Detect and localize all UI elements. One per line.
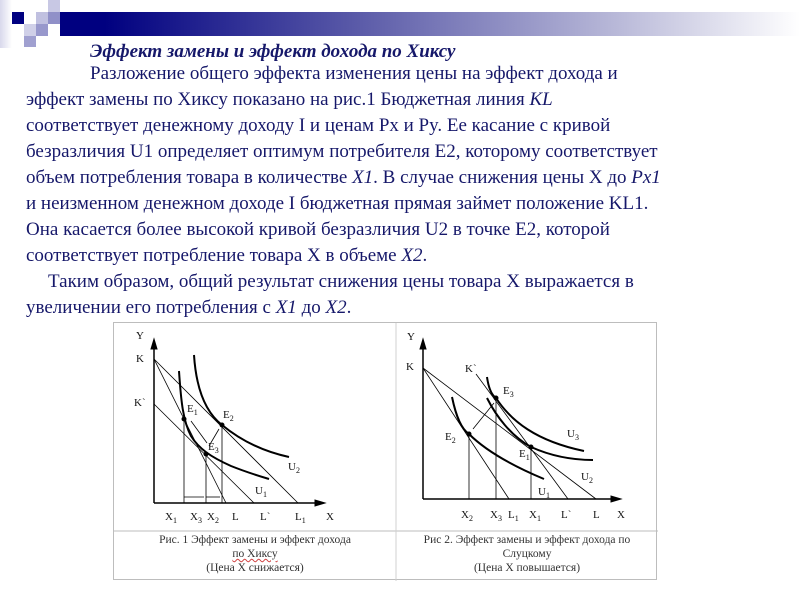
figure2-label-x xyxy=(617,509,625,521)
label-text: L xyxy=(232,511,239,523)
text-segment: безразличия U1 определяет оптимум потребителя E2, которому соответствует xyxy=(26,141,658,162)
budget-line-K2L2 xyxy=(476,374,568,499)
label-text: E xyxy=(223,409,230,421)
figure2-label-l1 xyxy=(508,509,519,525)
figure2-label-l2 xyxy=(561,509,571,521)
income-arrow xyxy=(473,403,494,429)
figure1-label-l1 xyxy=(295,511,306,527)
figure2-label-u3 xyxy=(567,428,579,444)
text-segment: до xyxy=(296,297,326,318)
label-subscript: 1 xyxy=(301,516,306,526)
label-text: L xyxy=(295,511,302,523)
label-text: E xyxy=(503,385,510,397)
label-text: L` xyxy=(260,511,271,523)
text-segment: X2 xyxy=(325,297,347,318)
label-text: X xyxy=(207,511,215,523)
figure2-label-k2 xyxy=(465,363,477,375)
label-text: U xyxy=(288,461,296,473)
figure1-label-x2 xyxy=(207,511,219,527)
figure2-label-x3 xyxy=(490,509,502,525)
figure1-label-e1 xyxy=(187,403,198,419)
label-text: U xyxy=(567,428,575,440)
text-segment: X1 xyxy=(352,167,374,188)
label-subscript: 2 xyxy=(468,514,473,524)
label-text: U xyxy=(581,471,589,483)
header-bar xyxy=(60,12,800,36)
text-segment: X1 xyxy=(275,297,297,318)
body-line xyxy=(26,192,648,216)
label-text: X xyxy=(490,509,498,521)
text-segment: и неизменном денежном доходе I бюджетная прямая займет положение KL1. xyxy=(26,193,649,214)
text-segment: соответствует потребление товара X в объеме xyxy=(26,245,402,266)
deco-square xyxy=(24,24,36,36)
label-subscript: 2 xyxy=(229,414,234,424)
deco-square xyxy=(24,36,36,47)
figure2-label-x1 xyxy=(529,509,541,525)
label-subscript: 2 xyxy=(588,476,593,486)
figure2-label-e3 xyxy=(503,385,514,401)
body-line xyxy=(48,270,634,294)
body-line xyxy=(26,88,553,112)
label-text: Y xyxy=(136,330,144,342)
x-arrow-icon xyxy=(315,500,325,506)
x-arrow-icon xyxy=(611,496,621,502)
label-text: K` xyxy=(134,397,146,409)
figure2-label-k xyxy=(406,361,414,373)
figure2-label-e1 xyxy=(519,448,530,464)
point-e1 xyxy=(182,417,186,421)
figure1-label-u2 xyxy=(288,461,300,477)
label-text: L xyxy=(508,509,515,521)
point-e2 xyxy=(467,432,471,436)
figure1-diagram xyxy=(151,339,325,506)
label-subscript: 2 xyxy=(295,466,300,476)
label-text: E xyxy=(208,441,215,453)
label-subscript: 1 xyxy=(525,453,530,463)
deco-square xyxy=(36,12,48,24)
text-segment: X2 xyxy=(401,245,423,266)
figure1-label-e2 xyxy=(223,409,234,425)
deco-square xyxy=(12,12,24,24)
text-segment: Разложение общего эффекта изменения цены на эффект дохода и xyxy=(90,63,618,84)
body-line xyxy=(90,62,618,86)
label-text: U xyxy=(538,486,546,498)
figure1-label-u1 xyxy=(255,485,267,501)
deco-square xyxy=(48,12,60,24)
label-text: L` xyxy=(561,509,572,521)
figure1-label-k xyxy=(136,353,144,365)
figure1-label-x3 xyxy=(190,511,202,527)
caption-line: Слуцкому xyxy=(502,548,552,560)
figure1-label-x1 xyxy=(165,511,177,527)
figures-panel xyxy=(113,322,657,580)
figure1-label-x xyxy=(326,511,334,523)
y-arrow-icon xyxy=(420,339,426,349)
label-text: U xyxy=(255,485,263,497)
text-segment: . xyxy=(422,245,428,266)
label-text: X xyxy=(190,511,198,523)
text-segment: увеличении его потребления с xyxy=(26,297,276,318)
text-segment: Px1 xyxy=(631,167,661,188)
figure1-label-l2 xyxy=(260,511,270,523)
label-subscript: 2 xyxy=(214,516,219,526)
body-line xyxy=(26,218,610,242)
label-text: K` xyxy=(465,363,477,375)
label-subscript: 1 xyxy=(262,490,267,500)
label-text: X xyxy=(617,509,625,521)
budget-line-KL1 xyxy=(154,359,298,503)
label-subscript: 1 xyxy=(172,516,177,526)
body-line xyxy=(26,114,610,138)
body-line xyxy=(26,296,351,320)
label-text: E xyxy=(519,448,526,460)
label-text: X xyxy=(529,509,537,521)
label-subscript: 3 xyxy=(509,390,514,400)
body-line xyxy=(26,140,658,164)
text-segment: соответствует денежному доходу I и ценам Px и Py. Ее касание с кривой xyxy=(26,115,611,136)
label-text: X xyxy=(165,511,173,523)
label-text: E xyxy=(445,431,452,443)
label-subscript: 3 xyxy=(214,446,219,456)
figure2-label-u2 xyxy=(581,471,593,487)
point-e3 xyxy=(494,396,498,400)
caption-line: Рис 2. Эффект замены и эффект дохода по xyxy=(423,534,631,546)
label-subscript: 1 xyxy=(514,514,519,524)
label-subscript: 3 xyxy=(497,514,502,524)
text-segment: KL xyxy=(529,89,553,110)
figure2-label-l xyxy=(593,509,600,521)
caption-line: (Цена X снижается) xyxy=(206,562,304,574)
figure2-label-u1 xyxy=(538,486,550,502)
text-segment: . xyxy=(346,297,352,318)
figure2-label-x2 xyxy=(461,509,473,525)
figure2-caption xyxy=(396,533,658,575)
figure2-label-e2 xyxy=(445,431,456,447)
body-line xyxy=(26,166,661,190)
label-text: K xyxy=(136,353,144,365)
label-text: K xyxy=(406,361,414,373)
figure1-label-l xyxy=(232,511,239,523)
figure2-label-y xyxy=(407,331,415,343)
budget-line-KL xyxy=(154,359,226,503)
deco-square xyxy=(36,24,48,36)
figure1-label-e3 xyxy=(208,441,219,457)
caption-line: (Цена X повышается) xyxy=(473,562,581,574)
label-subscript: 1 xyxy=(545,491,550,501)
label-text: Y xyxy=(407,331,415,343)
figure1-label-y xyxy=(136,330,144,342)
text-segment: Она касается более высокой кривой безразличия U2 в точке E2, которой xyxy=(26,219,610,240)
caption-line: по Хиксу xyxy=(232,548,278,560)
text-segment: . В случае снижения цены X до xyxy=(373,167,632,188)
text-segment: объем потребления товара в количестве xyxy=(26,167,353,188)
y-arrow-icon xyxy=(151,339,157,349)
text-segment: Таким образом, общий результат снижения цены товара X выражается в xyxy=(48,271,634,292)
figure1-label-k2 xyxy=(134,397,146,409)
figure1-caption xyxy=(114,533,396,575)
label-subscript: 2 xyxy=(451,436,456,446)
label-text: X xyxy=(326,511,334,523)
deco-gradient xyxy=(0,0,12,48)
caption-line: Рис. 1 Эффект замены и эффект дохода xyxy=(159,534,351,546)
slide-title: Эффект замены и эффект дохода по Хиксу xyxy=(90,41,456,62)
indifference-curve-u1 xyxy=(452,397,544,479)
body-line xyxy=(26,244,427,268)
label-subscript: 3 xyxy=(574,433,579,443)
label-subscript: 1 xyxy=(193,408,198,418)
label-subscript: 1 xyxy=(536,514,541,524)
text-segment: эффект замены по Хиксу показано на рис.1 Бюджетная линия xyxy=(26,89,530,110)
label-text: E xyxy=(187,403,194,415)
label-subscript: 3 xyxy=(197,516,202,526)
deco-square xyxy=(48,0,60,12)
label-text: L xyxy=(593,509,600,521)
label-text: X xyxy=(461,509,469,521)
